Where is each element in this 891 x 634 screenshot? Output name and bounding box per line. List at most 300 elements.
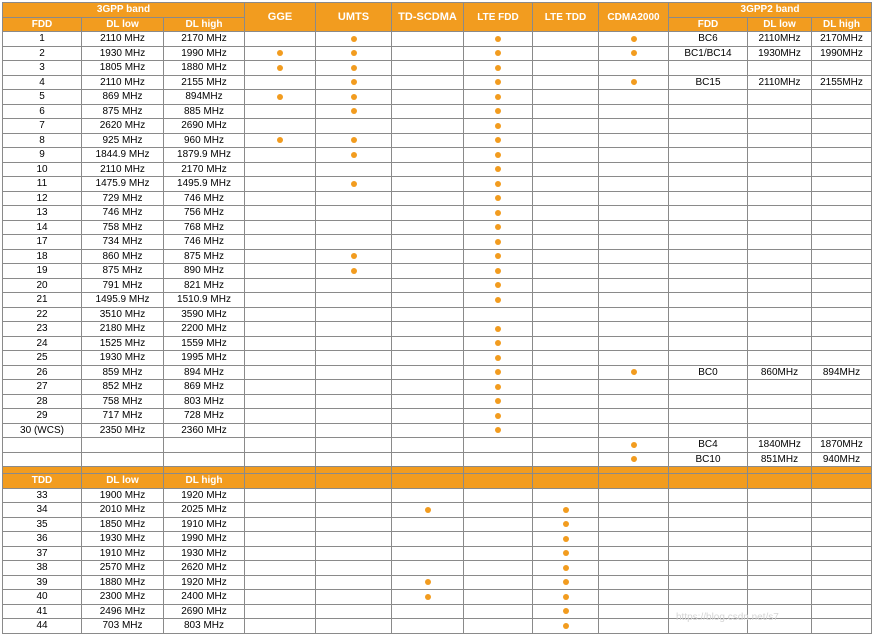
lte-fdd-cell xyxy=(464,351,533,366)
support-dot-icon xyxy=(351,65,357,71)
td-scdma-cell xyxy=(392,90,464,105)
cdma2000-cell xyxy=(599,351,669,366)
bc-dl-high xyxy=(812,61,872,76)
dl-high-value: 756 MHz xyxy=(164,206,245,221)
cdma2000-cell xyxy=(599,307,669,322)
umts-cell xyxy=(316,177,392,192)
bc-dl-high: 1870MHz xyxy=(812,438,872,453)
bc-class xyxy=(669,249,748,264)
tdd-header-row xyxy=(3,474,872,489)
gge-cell xyxy=(245,336,316,351)
dl-low-value: 3510 MHz xyxy=(82,307,164,322)
support-dot-icon xyxy=(495,297,501,303)
band-number: 26 xyxy=(3,365,82,380)
cdma2000-cell xyxy=(599,75,669,90)
bc-empty xyxy=(669,517,748,532)
dl-high-value xyxy=(164,452,245,467)
bc-class: BC6 xyxy=(669,32,748,47)
umts-cell xyxy=(316,162,392,177)
bc-empty xyxy=(812,546,872,561)
support-dot-icon xyxy=(495,181,501,187)
gge-cell xyxy=(245,90,316,105)
support-dot-icon xyxy=(495,340,501,346)
dl-high-value: 1510.9 MHz xyxy=(164,293,245,308)
dl-high-value: 875 MHz xyxy=(164,249,245,264)
dl-high-value: 890 MHz xyxy=(164,264,245,279)
lte-tdd-cell xyxy=(533,191,599,206)
cdma2000-cell xyxy=(599,148,669,163)
lte-fdd-cell xyxy=(464,380,533,395)
fdd-row xyxy=(3,264,872,279)
dl-low-value: 2300 MHz xyxy=(82,590,164,605)
header-blank xyxy=(316,474,392,489)
lte-fdd-cell xyxy=(464,619,533,634)
gge-cell xyxy=(245,249,316,264)
td-scdma-cell xyxy=(392,206,464,221)
lte-tdd-cell xyxy=(533,336,599,351)
bc-dl-low xyxy=(748,90,812,105)
bc-dl-low xyxy=(748,351,812,366)
dl-low-value: 758 MHz xyxy=(82,220,164,235)
band-number: 4 xyxy=(3,75,82,90)
dl-low-value: 1900 MHz xyxy=(82,488,164,503)
bc-empty xyxy=(812,503,872,518)
gge-cell xyxy=(245,365,316,380)
dl-low-value: 1930 MHz xyxy=(82,46,164,61)
support-dot-icon xyxy=(563,536,569,542)
band-number: 9 xyxy=(3,148,82,163)
bc-dl-low: 1840MHz xyxy=(748,438,812,453)
lte-tdd-cell xyxy=(533,619,599,634)
gge-cell xyxy=(245,293,316,308)
dl-high-value: 2155 MHz xyxy=(164,75,245,90)
cdma2000-cell xyxy=(599,546,669,561)
gge-cell xyxy=(245,32,316,47)
fdd-row xyxy=(3,119,872,134)
cdma2000-cell xyxy=(599,590,669,605)
bc-empty xyxy=(812,488,872,503)
lte-tdd-cell xyxy=(533,517,599,532)
gge-cell xyxy=(245,423,316,438)
umts-cell xyxy=(316,532,392,547)
lte-fdd-cell xyxy=(464,575,533,590)
dl-low-value: 2110 MHz xyxy=(82,32,164,47)
umts-cell xyxy=(316,307,392,322)
lte-fdd-cell xyxy=(464,206,533,221)
lte-tdd-cell xyxy=(533,278,599,293)
dl-low-value: 860 MHz xyxy=(82,249,164,264)
lte-tdd-cell xyxy=(533,532,599,547)
band-number: 1 xyxy=(3,32,82,47)
bc-class xyxy=(669,264,748,279)
gge-cell xyxy=(245,278,316,293)
bc-dl-low xyxy=(748,119,812,134)
lte-tdd-cell xyxy=(533,32,599,47)
lte-fdd-cell xyxy=(464,452,533,467)
lte-fdd-cell xyxy=(464,590,533,605)
td-scdma-cell xyxy=(392,394,464,409)
dl-high-value: 960 MHz xyxy=(164,133,245,148)
lte-fdd-cell xyxy=(464,104,533,119)
header-gge: GGE xyxy=(245,3,316,32)
gge-cell xyxy=(245,46,316,61)
lte-tdd-cell xyxy=(533,438,599,453)
fdd-row xyxy=(3,365,872,380)
bc-dl-high: 894MHz xyxy=(812,365,872,380)
td-scdma-cell xyxy=(392,104,464,119)
support-dot-icon xyxy=(563,565,569,571)
umts-cell xyxy=(316,191,392,206)
dl-low-value: 875 MHz xyxy=(82,104,164,119)
bc-empty xyxy=(812,561,872,576)
td-scdma-cell xyxy=(392,278,464,293)
header-tdd-dl-low: DL low xyxy=(82,474,164,489)
td-scdma-cell xyxy=(392,604,464,619)
lte-tdd-cell xyxy=(533,119,599,134)
dl-high-value: 1879.9 MHz xyxy=(164,148,245,163)
bc-dl-low xyxy=(748,394,812,409)
dl-high-value: 2690 MHz xyxy=(164,119,245,134)
lte-fdd-cell xyxy=(464,264,533,279)
support-dot-icon xyxy=(563,521,569,527)
dl-high-value: 2360 MHz xyxy=(164,423,245,438)
lte-tdd-cell xyxy=(533,546,599,561)
dl-low-value: 925 MHz xyxy=(82,133,164,148)
bc-class xyxy=(669,177,748,192)
tdd-row xyxy=(3,532,872,547)
cdma2000-cell xyxy=(599,604,669,619)
dl-low-value: 1850 MHz xyxy=(82,517,164,532)
dl-low-value: 1805 MHz xyxy=(82,61,164,76)
support-dot-icon xyxy=(495,79,501,85)
header-row-top xyxy=(3,3,872,18)
bc-dl-low xyxy=(748,206,812,221)
header-blank xyxy=(392,474,464,489)
bc-empty xyxy=(669,532,748,547)
bc-dl-low xyxy=(748,322,812,337)
umts-cell xyxy=(316,61,392,76)
dl-high-value: 821 MHz xyxy=(164,278,245,293)
band-number: 40 xyxy=(3,590,82,605)
bc-class: BC10 xyxy=(669,452,748,467)
tdd-section xyxy=(3,467,872,634)
bc-empty xyxy=(812,517,872,532)
lte-tdd-cell xyxy=(533,590,599,605)
td-scdma-cell xyxy=(392,162,464,177)
lte-fdd-cell xyxy=(464,133,533,148)
fdd-row xyxy=(3,104,872,119)
lte-fdd-cell xyxy=(464,32,533,47)
support-dot-icon xyxy=(495,427,501,433)
td-scdma-cell xyxy=(392,575,464,590)
support-dot-icon xyxy=(495,137,501,143)
cdma2000-cell xyxy=(599,46,669,61)
lte-fdd-cell xyxy=(464,162,533,177)
dl-low-value: 1880 MHz xyxy=(82,575,164,590)
bc-dl-low: 860MHz xyxy=(748,365,812,380)
bc-class xyxy=(669,148,748,163)
dl-low-value: 758 MHz xyxy=(82,394,164,409)
cdma2000-cell xyxy=(599,380,669,395)
bc-dl-high xyxy=(812,351,872,366)
dl-high-value: 2200 MHz xyxy=(164,322,245,337)
td-scdma-cell xyxy=(392,438,464,453)
support-dot-icon xyxy=(631,79,637,85)
bc-dl-high xyxy=(812,409,872,424)
tdd-row xyxy=(3,561,872,576)
bc-dl-low xyxy=(748,235,812,250)
bc-dl-low xyxy=(748,249,812,264)
td-scdma-cell xyxy=(392,235,464,250)
fdd-row xyxy=(3,380,872,395)
bc-dl-high: 2170MHz xyxy=(812,32,872,47)
band-number: 17 xyxy=(3,235,82,250)
td-scdma-cell xyxy=(392,249,464,264)
dl-low-value: 869 MHz xyxy=(82,90,164,105)
cdma2000-cell xyxy=(599,452,669,467)
gge-cell xyxy=(245,206,316,221)
lte-fdd-cell xyxy=(464,546,533,561)
band-number: 22 xyxy=(3,307,82,322)
bc-class xyxy=(669,162,748,177)
gge-cell xyxy=(245,452,316,467)
support-dot-icon xyxy=(563,623,569,629)
bc-empty xyxy=(669,503,748,518)
header-td-scdma: TD-SCDMA xyxy=(392,3,464,32)
dl-high-value: 803 MHz xyxy=(164,394,245,409)
bc-dl-high xyxy=(812,235,872,250)
lte-fdd-cell xyxy=(464,394,533,409)
support-dot-icon xyxy=(495,152,501,158)
dl-low-value xyxy=(82,438,164,453)
header-umts: UMTS xyxy=(316,3,392,32)
support-dot-icon xyxy=(495,268,501,274)
dl-high-value: 2690 MHz xyxy=(164,604,245,619)
support-dot-icon xyxy=(351,253,357,259)
td-scdma-cell xyxy=(392,409,464,424)
umts-cell xyxy=(316,278,392,293)
support-dot-icon xyxy=(631,36,637,42)
support-dot-icon xyxy=(495,384,501,390)
dl-high-value: 1930 MHz xyxy=(164,546,245,561)
umts-cell xyxy=(316,148,392,163)
lte-tdd-cell xyxy=(533,162,599,177)
lte-fdd-cell xyxy=(464,423,533,438)
fdd-row xyxy=(3,61,872,76)
bc-class xyxy=(669,235,748,250)
dl-high-value: 728 MHz xyxy=(164,409,245,424)
lte-fdd-cell xyxy=(464,148,533,163)
separator-cell xyxy=(164,467,245,474)
gge-cell xyxy=(245,235,316,250)
support-dot-icon xyxy=(495,413,501,419)
dl-low-value: 717 MHz xyxy=(82,409,164,424)
bc-dl-high xyxy=(812,423,872,438)
bc-class: BC0 xyxy=(669,365,748,380)
umts-cell xyxy=(316,394,392,409)
fdd-row xyxy=(3,249,872,264)
gge-cell xyxy=(245,561,316,576)
fdd-row xyxy=(3,438,872,453)
header-3gpp2-fdd: FDD xyxy=(669,17,748,32)
gge-cell xyxy=(245,133,316,148)
dl-low-value: 2350 MHz xyxy=(82,423,164,438)
umts-cell xyxy=(316,235,392,250)
lte-tdd-cell xyxy=(533,90,599,105)
dl-low-value: 2570 MHz xyxy=(82,561,164,576)
cdma2000-cell xyxy=(599,488,669,503)
td-scdma-cell xyxy=(392,546,464,561)
support-dot-icon xyxy=(631,369,637,375)
dl-high-value: 869 MHz xyxy=(164,380,245,395)
bc-dl-low: 2110MHz xyxy=(748,32,812,47)
bc-dl-high xyxy=(812,293,872,308)
separator-cell xyxy=(599,467,669,474)
bc-empty xyxy=(748,546,812,561)
tdd-row xyxy=(3,488,872,503)
fdd-row xyxy=(3,148,872,163)
band-number: 27 xyxy=(3,380,82,395)
support-dot-icon xyxy=(495,398,501,404)
dl-high-value: 2400 MHz xyxy=(164,590,245,605)
lte-tdd-cell xyxy=(533,264,599,279)
lte-tdd-cell xyxy=(533,380,599,395)
support-dot-icon xyxy=(495,355,501,361)
header-blank xyxy=(599,474,669,489)
fdd-row xyxy=(3,394,872,409)
lte-fdd-cell xyxy=(464,293,533,308)
td-scdma-cell xyxy=(392,503,464,518)
cdma2000-cell xyxy=(599,322,669,337)
lte-tdd-cell xyxy=(533,575,599,590)
bc-dl-high: 940MHz xyxy=(812,452,872,467)
dl-low-value: 746 MHz xyxy=(82,206,164,221)
td-scdma-cell xyxy=(392,177,464,192)
support-dot-icon xyxy=(631,50,637,56)
section-separator xyxy=(3,467,872,474)
lte-fdd-cell xyxy=(464,438,533,453)
header-blank xyxy=(245,474,316,489)
bc-dl-low xyxy=(748,293,812,308)
band-number: 24 xyxy=(3,336,82,351)
bc-dl-low xyxy=(748,220,812,235)
gge-cell xyxy=(245,61,316,76)
band-number: 41 xyxy=(3,604,82,619)
gge-cell xyxy=(245,119,316,134)
cdma2000-cell xyxy=(599,423,669,438)
td-scdma-cell xyxy=(392,307,464,322)
bc-dl-high: 1990MHz xyxy=(812,46,872,61)
umts-cell xyxy=(316,380,392,395)
td-scdma-cell xyxy=(392,517,464,532)
tdd-row xyxy=(3,503,872,518)
lte-tdd-cell xyxy=(533,61,599,76)
lte-fdd-cell xyxy=(464,235,533,250)
fdd-row xyxy=(3,162,872,177)
support-dot-icon xyxy=(351,181,357,187)
bc-dl-low xyxy=(748,278,812,293)
umts-cell xyxy=(316,604,392,619)
band-number: 14 xyxy=(3,220,82,235)
cdma2000-cell xyxy=(599,438,669,453)
gge-cell xyxy=(245,148,316,163)
fdd-row xyxy=(3,278,872,293)
support-dot-icon xyxy=(495,108,501,114)
bc-class: BC1/BC14 xyxy=(669,46,748,61)
gge-cell xyxy=(245,590,316,605)
td-scdma-cell xyxy=(392,220,464,235)
support-dot-icon xyxy=(277,94,283,100)
bc-empty xyxy=(669,575,748,590)
tdd-row xyxy=(3,546,872,561)
bc-dl-low xyxy=(748,61,812,76)
dl-low-value: 1844.9 MHz xyxy=(82,148,164,163)
umts-cell xyxy=(316,133,392,148)
header-fdd: FDD xyxy=(3,17,82,32)
td-scdma-cell xyxy=(392,351,464,366)
bc-dl-low xyxy=(748,104,812,119)
bc-empty xyxy=(669,590,748,605)
fdd-row xyxy=(3,423,872,438)
dl-high-value: 1990 MHz xyxy=(164,532,245,547)
cdma2000-cell xyxy=(599,104,669,119)
lte-tdd-cell xyxy=(533,394,599,409)
cdma2000-cell xyxy=(599,409,669,424)
dl-high-value: 2025 MHz xyxy=(164,503,245,518)
bc-dl-high xyxy=(812,206,872,221)
bc-empty xyxy=(812,532,872,547)
cdma2000-cell xyxy=(599,517,669,532)
lte-tdd-cell xyxy=(533,220,599,235)
bc-empty xyxy=(748,488,812,503)
dl-low-value: 859 MHz xyxy=(82,365,164,380)
band-number: 30 (WCS) xyxy=(3,423,82,438)
dl-low-value: 852 MHz xyxy=(82,380,164,395)
gge-cell xyxy=(245,104,316,119)
bc-class xyxy=(669,394,748,409)
support-dot-icon xyxy=(495,224,501,230)
support-dot-icon xyxy=(495,123,501,129)
dl-high-value: 2620 MHz xyxy=(164,561,245,576)
support-dot-icon xyxy=(563,550,569,556)
band-number: 38 xyxy=(3,561,82,576)
bc-empty xyxy=(669,561,748,576)
td-scdma-cell xyxy=(392,423,464,438)
bc-class xyxy=(669,220,748,235)
dl-high-value: 1495.9 MHz xyxy=(164,177,245,192)
bc-class xyxy=(669,336,748,351)
umts-cell xyxy=(316,322,392,337)
support-dot-icon xyxy=(425,507,431,513)
lte-fdd-cell xyxy=(464,249,533,264)
dl-low-value xyxy=(82,452,164,467)
td-scdma-cell xyxy=(392,133,464,148)
lte-tdd-cell xyxy=(533,365,599,380)
lte-tdd-cell xyxy=(533,322,599,337)
fdd-row xyxy=(3,336,872,351)
bc-empty xyxy=(748,517,812,532)
band-number: 13 xyxy=(3,206,82,221)
td-scdma-cell xyxy=(392,191,464,206)
lte-fdd-cell xyxy=(464,336,533,351)
umts-cell xyxy=(316,336,392,351)
separator-cell xyxy=(245,467,316,474)
band-number: 5 xyxy=(3,90,82,105)
cdma2000-cell xyxy=(599,206,669,221)
bc-empty xyxy=(748,590,812,605)
dl-low-value: 1930 MHz xyxy=(82,532,164,547)
lte-fdd-cell xyxy=(464,46,533,61)
